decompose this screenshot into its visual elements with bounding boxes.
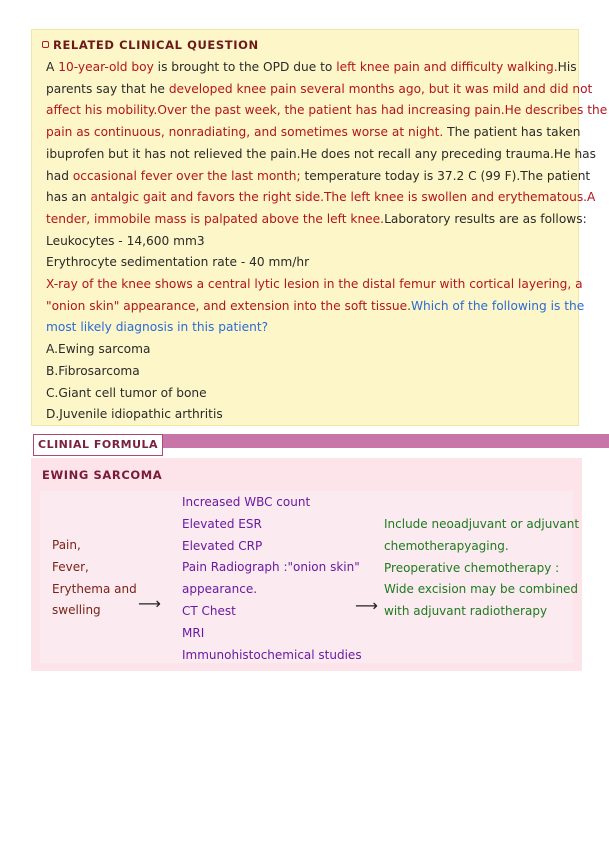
question-text-segment: ibuprofen but it has not relieved the pain.He does not recall any preceding trauma.He has xyxy=(46,146,596,161)
formula-header-bar xyxy=(156,434,609,448)
question-text-segment: occasional fever over the last month; xyxy=(72,168,301,183)
question-text-segment: affect his mobility. xyxy=(46,103,158,118)
question-text-segment: X-ray of the knee shows a central lytic lesion in the distal femur with cortical layering, a xyxy=(46,277,583,292)
question-text xyxy=(46,57,608,426)
workup-item: CT Chest xyxy=(182,603,236,618)
workup-column xyxy=(182,492,362,666)
question-line xyxy=(46,166,591,188)
workup-item: MRI xyxy=(182,625,205,640)
question-text-segment: D.Juvenile idiopathic arthritis xyxy=(46,407,223,422)
treatment-item: Include neoadjuvant or adjuvant xyxy=(384,517,580,531)
treatment-column xyxy=(384,514,579,623)
question-line xyxy=(46,339,572,361)
question-text-segment: A xyxy=(46,60,59,74)
question-line xyxy=(46,79,593,101)
question-text-segment: The left knee is swollen and erythematous.A xyxy=(323,190,596,205)
workup-item: Pain Radiograph :"onion skin" xyxy=(182,560,360,575)
question-line xyxy=(46,100,608,122)
question-text-segment: Laboratory results are as follows: xyxy=(384,211,587,226)
question-text-segment: left knee pain and difficulty walking. xyxy=(336,60,558,74)
question-text-segment: antalgic gait and favors the right side. xyxy=(90,190,324,205)
question-text-segment: developed knee pain several months ago, but it was mild and did not xyxy=(168,81,593,96)
question-line xyxy=(46,274,583,296)
question-text-segment: 10-year-old boy xyxy=(58,60,154,74)
formula-box xyxy=(31,458,582,671)
formula-tab-label: CLINIAL FORMULA xyxy=(33,434,163,456)
question-line xyxy=(46,317,572,339)
question-text-segment: parents say that he xyxy=(46,81,169,96)
symptom-item: Pain, xyxy=(52,538,81,552)
treatment-item: Preoperative chemotherapy : xyxy=(384,560,560,575)
formula-title: EWING SARCOMA xyxy=(42,468,163,482)
question-text-segment: He describes the xyxy=(504,103,608,118)
question-text-segment: A.Ewing sarcoma xyxy=(46,342,151,357)
question-text-segment: Which of the following is the xyxy=(410,298,585,313)
question-text-segment: pain as continuous, nonradiating, and sometimes worse at night. xyxy=(46,125,444,140)
question-line xyxy=(46,252,572,274)
symptoms-column xyxy=(52,535,137,622)
workup-item: Elevated CRP xyxy=(182,538,263,553)
question-text-segment: C.Giant cell tumor of bone xyxy=(46,385,207,400)
question-line xyxy=(46,209,587,231)
question-line xyxy=(46,404,572,426)
question-line xyxy=(46,144,596,166)
treatment-item: with adjuvant radiotherapy xyxy=(384,604,548,619)
workup-item: Increased WBC count xyxy=(182,495,311,509)
question-line xyxy=(46,122,581,144)
workup-item: appearance. xyxy=(182,582,258,597)
question-text-segment: tender, immobile mass is palpated above the left knee. xyxy=(46,211,385,226)
question-line xyxy=(46,383,572,405)
question-text-segment: B.Fibrosarcoma xyxy=(46,363,140,378)
question-text-segment: The patient has taken xyxy=(443,125,581,140)
treatment-item: chemotherapyaging. xyxy=(384,538,509,553)
question-text-segment: has an xyxy=(46,190,91,205)
question-text-segment: is brought to the OPD due to xyxy=(153,60,337,74)
question-line xyxy=(46,361,572,383)
question-text-segment: "onion skin" appearance, and extension into the soft tissue. xyxy=(46,298,411,313)
question-text-segment: most likely diagnosis in this patient? xyxy=(46,320,269,335)
symptom-item: swelling xyxy=(52,603,101,618)
arrow-right-icon: ⟶ xyxy=(355,596,378,615)
question-line xyxy=(46,231,572,253)
question-heading: RELATED CLINICAL QUESTION xyxy=(42,38,259,52)
question-text-segment: Erythrocyte sedimentation rate - 40 mm/hr xyxy=(46,255,310,270)
question-text-segment: Leukocytes - 14,600 mm3 xyxy=(46,233,205,248)
question-line xyxy=(46,187,596,209)
question-line xyxy=(46,57,577,79)
workup-item: Immunohistochemical studies xyxy=(182,647,362,662)
question-line xyxy=(46,296,585,318)
symptom-item: Fever, xyxy=(52,559,89,574)
symptom-item: Erythema and xyxy=(52,581,137,596)
question-text-segment: temperature today is 37.2 C (99 F).The patient xyxy=(300,168,591,183)
question-text-segment: had xyxy=(46,168,73,183)
bullet-icon xyxy=(42,41,49,48)
arrow-right-icon: ⟶ xyxy=(138,594,161,613)
treatment-item: Wide excision may be combined xyxy=(384,582,579,597)
workup-item: Elevated ESR xyxy=(182,516,262,531)
question-text-segment: His xyxy=(557,60,577,74)
formula-content xyxy=(40,491,580,663)
question-text-segment: Over the past week, the patient has had increasing pain. xyxy=(157,103,505,118)
clinical-question-box xyxy=(31,29,608,426)
